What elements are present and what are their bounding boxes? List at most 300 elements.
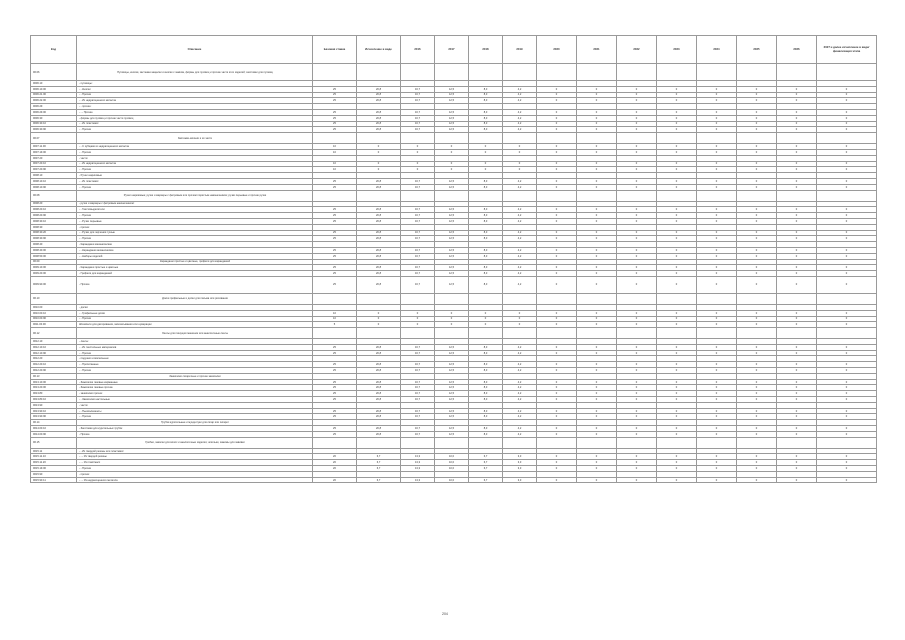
tariff-code-cell: 9608.20.10 [31,207,77,213]
rate-cell: 0 [617,460,657,466]
rate-cell: 0 [777,454,817,460]
rate-cell: 8,3 [469,92,503,98]
rate-cell: 0 [657,397,697,403]
rate-cell: 0 [657,385,697,391]
rate-cell: 0 [777,379,817,385]
rate-cell [577,190,617,201]
rate-cell [435,437,469,448]
rate-cell [657,437,697,448]
rate-cell: 0 [617,310,657,316]
rate-cell: 0 [777,218,817,224]
rate-cell: 16,7 [401,127,435,133]
rate-cell: 0 [577,247,617,253]
rate-cell: 12,5 [435,92,469,98]
rate-cell: 0 [737,253,777,259]
description-cell: - ручки и маркеры с фетровым наконечником: [77,201,313,207]
rate-cell: 0 [737,350,777,356]
rate-cell: 8,3 [469,236,503,242]
rate-cell [313,328,357,339]
rate-cell [435,293,469,304]
rate-cell: 25 [313,236,357,242]
rate-cell: 4,2 [503,86,537,92]
rate-cell: 0 [577,161,617,167]
rate-cell: 0 [777,92,817,98]
rate-cell: 0 [617,408,657,414]
rate-cell: 4,2 [503,276,537,293]
rate-cell: 0 [617,98,657,104]
description-cell: - Прочие [77,431,313,437]
description-cell: - - Прочие [77,368,313,374]
description-cell: Доски грифельные и доски для письма или рисования [77,293,313,304]
rate-cell: 16,7 [401,109,435,115]
rate-cell: 0 [657,109,697,115]
tariff-code-cell: 9608.20.90 [31,213,77,219]
rate-cell: 0 [737,167,777,173]
rate-cell: 0 [817,121,877,127]
rate-cell: 0 [777,161,817,167]
rate-cell: 0 [737,149,777,155]
rate-cell: 0 [617,127,657,133]
rate-cell: 0 [617,184,657,190]
rate-cell [617,437,657,448]
rate-cell: 0 [697,466,737,472]
rate-cell: 0 [737,466,777,472]
rate-cell: 8,3 [469,397,503,403]
rate-cell: 0 [697,265,737,271]
rate-cell: 0 [469,161,503,167]
rate-cell: 0 [737,385,777,391]
rate-cell [357,293,401,304]
rate-cell: 0 [617,397,657,403]
rate-cell: 0 [817,310,877,316]
rate-cell: 0 [737,115,777,121]
rate-cell: 0 [577,184,617,190]
tariff-code-cell: 9606.10 [31,81,77,87]
rate-cell: 0 [577,178,617,184]
description-cell: - Зажигалки газовые карманные [77,379,313,385]
rate-cell: 0 [657,362,697,368]
rate-cell: 16,7 [401,379,435,385]
rate-cell: 20,8 [357,385,401,391]
tariff-code-cell: 9606.30 [31,115,77,121]
rate-cell: 0 [817,144,877,150]
tariff-code-cell: 9613.10.00 [31,379,77,385]
rate-cell: 12,5 [435,431,469,437]
description-cell: - - Из недрагоценного металла [77,98,313,104]
description-cell: - Грифели для карандашей [77,271,313,277]
rate-cell: 0 [617,265,657,271]
rate-cell: 0 [817,207,877,213]
tariff-code-cell: 9609.90.00 [31,276,77,293]
rate-cell: 0 [697,460,737,466]
rate-cell: 16,7 [401,230,435,236]
column-header: Исчисление в виде [357,36,401,64]
rate-cell [577,133,617,144]
rate-cell: 0 [617,362,657,368]
rate-cell: 0 [357,144,401,150]
rate-cell: 0 [435,144,469,150]
rate-cell: 25 [313,247,357,253]
rate-cell: 0 [577,167,617,173]
rate-cell: 4,2 [503,92,537,98]
column-header: 2025 [737,36,777,64]
rate-cell: 12,5 [435,230,469,236]
rate-cell: 12,5 [435,271,469,277]
rate-cell [503,133,537,144]
rate-cell: 0 [617,276,657,293]
rate-cell: 0 [777,276,817,293]
rate-cell: 0 [817,92,877,98]
rate-cell: 0 [657,98,697,104]
description-cell: - Ручки шариковые [77,173,313,179]
tariff-code-cell: 9607.20 [31,155,77,161]
rate-cell: 0 [537,178,577,184]
rate-cell: 0 [577,408,617,414]
rate-cell: 0 [777,477,817,483]
rate-cell: 0 [537,397,577,403]
rate-cell: 16,7 [401,344,435,350]
rate-cell: 0 [537,362,577,368]
rate-cell: 0 [697,161,737,167]
rate-cell [777,64,817,81]
rate-cell: 0 [817,414,877,420]
rate-cell: 10,0 [435,466,469,472]
rate-cell: 0 [469,310,503,316]
rate-cell [777,293,817,304]
tariff-code-cell: 96.13 [31,373,77,379]
rate-cell: 0 [817,149,877,155]
rate-cell [777,133,817,144]
rate-cell: 0 [737,414,777,420]
rate-cell [617,190,657,201]
table-row [31,133,877,144]
rate-cell: 0 [435,316,469,322]
rate-cell: 0 [737,477,777,483]
rate-cell: 25 [313,92,357,98]
rate-cell: 20,8 [357,115,401,121]
rate-cell: 0 [777,247,817,253]
rate-cell [401,133,435,144]
rate-cell: 0 [469,322,503,328]
rate-cell: 0 [657,178,697,184]
rate-cell: 10,0 [435,460,469,466]
rate-cell: 4,2 [503,344,537,350]
rate-cell: 0 [577,213,617,219]
rate-cell: 4,2 [503,207,537,213]
rate-cell: 0 [657,253,697,259]
tariff-code-cell: 9613.80 [31,391,77,397]
rate-cell: 0 [817,477,877,483]
rate-cell: 0 [737,265,777,271]
rate-cell: 20,8 [357,213,401,219]
rate-cell: 0 [737,184,777,190]
rate-cell: 8,3 [469,184,503,190]
rate-cell: 0 [503,322,537,328]
rate-cell: 16,7 [401,265,435,271]
rate-cell: 16,7 [401,350,435,356]
rate-cell: 0 [697,144,737,150]
rate-cell: 25 [313,431,357,437]
table-row [31,437,877,448]
rate-cell: 0 [537,391,577,397]
rate-cell: 0 [777,253,817,259]
rate-cell: 20,8 [357,236,401,242]
rate-cell [401,64,435,81]
column-header: 2018 [469,36,503,64]
rate-cell: 12,5 [435,109,469,115]
rate-cell: 0 [537,98,577,104]
rate-cell: 25 [313,109,357,115]
tariff-code-cell: 9610.00.90 [31,316,77,322]
rate-cell: 3,3 [503,477,537,483]
rate-cell: 0 [817,253,877,259]
description-cell: - - Прочие [77,350,313,356]
rate-cell: 25 [313,397,357,403]
rate-cell: 12,5 [435,385,469,391]
rate-cell: 16,7 [401,426,435,432]
rate-cell: 0 [577,454,617,460]
rate-cell: 0 [817,161,877,167]
rate-cell [313,437,357,448]
rate-cell: 6,7 [469,466,503,472]
rate-cell: 25 [313,184,357,190]
tariff-code-cell: 96.12 [31,328,77,339]
rate-cell: 0 [537,247,577,253]
tariff-code-cell: 9606.29.00 [31,109,77,115]
rate-cell: 0 [657,265,697,271]
rate-cell: 0 [697,115,737,121]
tariff-code-cell: 9607.20.10 [31,161,77,167]
rate-cell: 20,8 [357,271,401,277]
rate-cell [469,190,503,201]
rate-cell: 20,8 [357,98,401,104]
rate-cell: 0 [435,161,469,167]
description-cell: - - Из пластмасс [77,178,313,184]
rate-cell: 12,5 [435,379,469,385]
column-header: 2023 [657,36,697,64]
rate-cell: 8,3 [469,253,503,259]
rate-cell: 0 [617,477,657,483]
description-cell: - - Прочие [77,127,313,133]
rate-cell: 6,7 [469,460,503,466]
rate-cell [469,64,503,81]
rate-cell: 4,2 [503,109,537,115]
description-cell: Карандаши простые и цветные, грифели для карандашей [77,259,313,265]
description-cell: - - Текстовыделители [77,207,313,213]
rate-cell: 0 [737,98,777,104]
rate-cell: 0 [617,144,657,150]
rate-cell: 0 [537,144,577,150]
rate-cell: 0 [777,466,817,472]
description-cell: - - Прочие [77,236,313,242]
rate-cell: 4,2 [503,115,537,121]
rate-cell: 8,3 [469,385,503,391]
rate-cell: 20,8 [357,253,401,259]
rate-cell: 0 [817,344,877,350]
rate-cell: 10 [313,149,357,155]
rate-cell: 0 [577,207,617,213]
description-cell: Застежки-молнии и их части [77,133,313,144]
description-cell: - - - Из твердой резины [77,454,313,460]
rate-cell: 0 [577,121,617,127]
rate-cell [737,190,777,201]
rate-cell: 20,8 [357,127,401,133]
rate-cell [697,328,737,339]
description-cell: - - Ручки для черчения тушью [77,230,313,236]
rate-cell: 0 [657,477,697,483]
page-number: 204 [442,612,448,616]
rate-cell: 0 [777,391,817,397]
rate-cell: 25 [313,426,357,432]
tariff-code-cell: 96.08 [31,190,77,201]
rate-cell: 0 [817,218,877,224]
tariff-code-cell: 9608.10.90 [31,184,77,190]
rate-cell: 25 [313,86,357,92]
rate-cell: 0 [577,236,617,242]
rate-cell: 4,2 [503,385,537,391]
rate-cell: 0 [777,86,817,92]
rate-cell: 8,3 [469,230,503,236]
rate-cell: 0 [537,431,577,437]
description-cell: - - Зажигалки настольные [77,397,313,403]
rate-cell: 0 [657,86,697,92]
rate-cell: 0 [537,149,577,155]
rate-cell [537,437,577,448]
rate-cell: 6,7 [357,466,401,472]
rate-cell: 0 [817,385,877,391]
rate-cell: 0 [537,276,577,293]
rate-cell: 16,7 [401,178,435,184]
rate-cell: 0 [657,161,697,167]
tariff-code-cell: 9615.90 [31,471,77,477]
rate-cell: 4,2 [503,414,537,420]
rate-cell: 0 [617,322,657,328]
rate-cell: 20,8 [357,362,401,368]
table-row [31,64,877,81]
rate-cell: 0 [617,109,657,115]
rate-cell: 0 [817,322,877,328]
tariff-code-cell: 9606.21.00 [31,92,77,98]
tariff-code-cell: 96.15 [31,437,77,448]
tariff-code-cell: 9610.00 [31,304,77,310]
rate-cell: 0 [737,230,777,236]
rate-cell: 0 [617,236,657,242]
rate-cell: 0 [577,127,617,133]
rate-cell: 20,8 [357,431,401,437]
rate-cell: 0 [697,86,737,92]
rate-cell: 0 [657,276,697,293]
rate-cell: 0 [777,310,817,316]
rate-cell: 0 [537,460,577,466]
rate-cell [401,190,435,201]
rate-cell: 4,2 [503,408,537,414]
tariff-code-cell: 9608.30.10 [31,218,77,224]
rate-cell: 25 [313,362,357,368]
rate-cell: 8,3 [469,121,503,127]
rate-cell [657,328,697,339]
tariff-code-cell: 9615.11.10 [31,454,77,460]
rate-cell: 0 [737,276,777,293]
column-header: 2020 [537,36,577,64]
rate-cell: 0 [817,350,877,356]
rate-cell: 0 [577,253,617,259]
tariff-code-cell: 9614.00.90 [31,431,77,437]
rate-cell [737,133,777,144]
rate-cell: 0 [777,121,817,127]
rate-cell: 0 [401,310,435,316]
rate-cell [697,293,737,304]
rate-cell [777,328,817,339]
rate-cell [697,64,737,81]
rate-cell: 0 [737,431,777,437]
tariff-code-cell: 9612.20.10 [31,362,77,368]
rate-cell: 0 [697,167,737,173]
rate-cell [817,190,877,201]
rate-cell: 25 [313,213,357,219]
rate-cell: 0 [577,218,617,224]
rate-cell: 0 [577,86,617,92]
rate-cell: 8,3 [469,127,503,133]
table-row [31,293,877,304]
rate-cell: 0 [737,310,777,316]
rate-cell: 0 [617,247,657,253]
rate-cell: 20,8 [357,121,401,127]
rate-cell: 25 [313,127,357,133]
rate-cell: 8,3 [469,350,503,356]
rate-cell: 12,5 [435,362,469,368]
rate-cell [577,437,617,448]
rate-cell: 0 [537,322,577,328]
rate-cell [737,64,777,81]
rate-cell: 12,5 [435,276,469,293]
rate-cell: 0 [777,213,817,219]
rate-cell: 0 [657,431,697,437]
rate-cell [357,64,401,81]
rate-cell: 0 [657,271,697,277]
rate-cell: 0 [537,414,577,420]
rate-cell: 0 [401,322,435,328]
rate-cell: 8,3 [469,431,503,437]
description-cell: - Карандаши простые и цветные [77,265,313,271]
rate-cell: 0 [817,316,877,322]
rate-cell: 4,2 [503,247,537,253]
rate-cell: 0 [657,466,697,472]
rate-cell [617,64,657,81]
rate-cell: 0 [737,379,777,385]
rate-cell: 0 [537,316,577,322]
rate-cell: 13,3 [401,466,435,472]
rate-cell: 20 [313,460,357,466]
rate-cell: 0 [697,344,737,350]
rate-cell: 8,3 [469,408,503,414]
rate-cell: 0 [817,391,877,397]
rate-cell: 0 [817,86,877,92]
rate-cell: 0 [657,167,697,173]
rate-cell [357,328,401,339]
rate-cell: 0 [777,362,817,368]
rate-cell [537,190,577,201]
rate-cell: 0 [737,236,777,242]
rate-cell: 20,8 [357,391,401,397]
rate-cell: 0 [617,379,657,385]
rate-cell: 20,8 [357,86,401,92]
rate-cell: 25 [313,276,357,293]
rate-cell [401,293,435,304]
rate-cell: 0 [617,213,657,219]
rate-cell: 25 [313,207,357,213]
rate-cell: 0 [657,379,697,385]
rate-cell [697,133,737,144]
